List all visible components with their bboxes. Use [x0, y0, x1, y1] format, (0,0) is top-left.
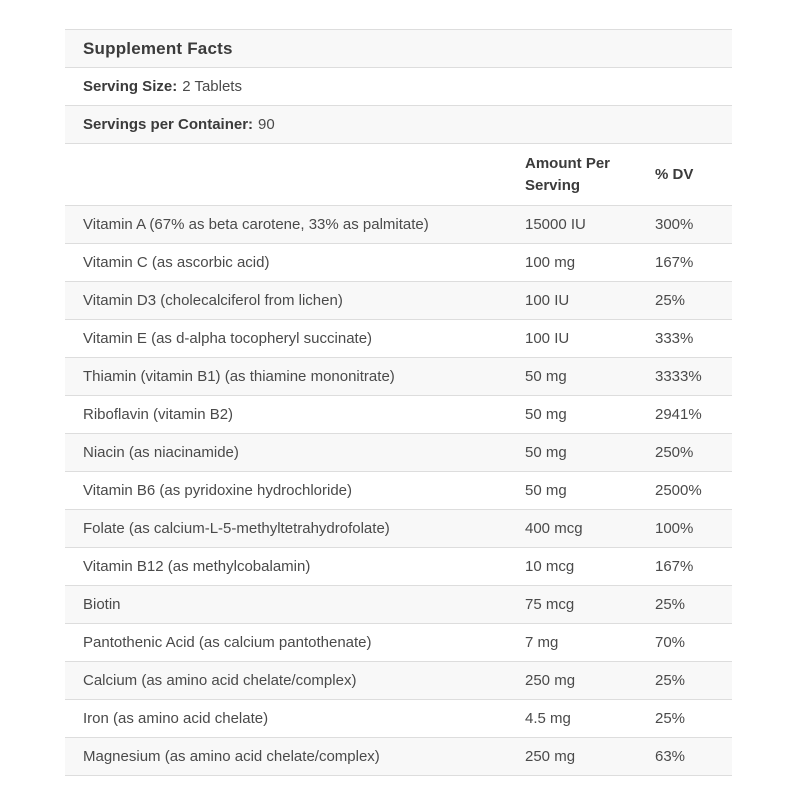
- nutrient-amount: 400 mcg: [525, 520, 583, 537]
- nutrient-name: Vitamin A (67% as beta carotene, 33% as palmitate): [83, 216, 429, 233]
- nutrient-name: Iron (as amino acid chelate): [83, 710, 269, 727]
- nutrient-amount: 50 mg: [525, 444, 567, 461]
- nutrient-dv: 100%: [655, 520, 694, 537]
- nutrient-row: [65, 510, 732, 548]
- nutrient-amount: 10 mcg: [525, 558, 575, 575]
- nutrient-name: Vitamin C (as ascorbic acid): [83, 254, 270, 271]
- nutrient-dv: 70%: [655, 634, 686, 651]
- nutrient-name: Niacin (as niacinamide): [83, 444, 239, 461]
- nutrient-row: [65, 662, 732, 700]
- nutrient-row: [65, 320, 732, 358]
- nutrient-name: Biotin: [83, 596, 121, 613]
- nutrient-row: [65, 434, 732, 472]
- nutrient-amount: 100 IU: [525, 330, 570, 347]
- nutrient-name: Riboflavin (vitamin B2): [83, 406, 234, 423]
- nutrient-amount: 250 mg: [525, 672, 576, 689]
- serving-size-label: Serving Size:: [83, 78, 178, 95]
- nutrient-dv: 250%: [655, 444, 694, 461]
- nutrient-row: [65, 548, 732, 586]
- servings-per-container-label: Servings per Container:: [83, 116, 254, 133]
- nutrient-amount: 100 mg: [525, 254, 576, 271]
- nutrient-name: Vitamin D3 (cholecalciferol from lichen): [83, 292, 343, 309]
- nutrient-amount: 7 mg: [525, 634, 559, 651]
- nutrient-name: Magnesium (as amino acid chelate/complex): [83, 748, 380, 765]
- servings-per-container-row: [65, 106, 732, 144]
- nutrient-dv: 300%: [655, 216, 694, 233]
- nutrient-row: [65, 358, 732, 396]
- column-header-row: [65, 144, 732, 206]
- nutrient-row: [65, 396, 732, 434]
- nutrient-name: Calcium (as amino acid chelate/complex): [83, 672, 357, 689]
- nutrient-dv: 25%: [655, 672, 686, 689]
- nutrient-name: Thiamin (vitamin B1) (as thiamine mononitrate): [83, 368, 395, 385]
- nutrient-row: [65, 700, 732, 738]
- nutrient-dv: 2500%: [655, 482, 702, 499]
- nutrient-row: [65, 586, 732, 624]
- nutrient-dv: 25%: [655, 292, 686, 309]
- nutrient-amount: 50 mg: [525, 406, 567, 423]
- nutrient-dv: 167%: [655, 558, 694, 575]
- nutrient-dv: 333%: [655, 330, 694, 347]
- nutrient-name: Vitamin B6 (as pyridoxine hydrochloride): [83, 482, 353, 499]
- supplement-facts-table: [65, 29, 732, 776]
- nutrient-name: Vitamin E (as d-alpha tocopheryl succinate): [83, 330, 373, 347]
- nutrient-row: [65, 244, 732, 282]
- nutrient-row: [65, 206, 732, 244]
- nutrient-row: [65, 472, 732, 510]
- nutrient-dv: 3333%: [655, 368, 702, 385]
- nutrient-amount: 15000 IU: [525, 216, 586, 233]
- nutrient-name: Pantothenic Acid (as calcium pantothenate): [83, 634, 372, 651]
- table-title-row: [65, 30, 732, 68]
- nutrient-amount: 75 mcg: [525, 596, 575, 613]
- nutrient-amount: 4.5 mg: [525, 710, 571, 727]
- nutrient-dv: 25%: [655, 596, 686, 613]
- nutrient-amount: 50 mg: [525, 368, 567, 385]
- nutrient-amount: 100 IU: [525, 292, 570, 309]
- servings-per-container-value: 90: [258, 116, 275, 133]
- nutrient-row: [65, 624, 732, 662]
- nutrient-name: Vitamin B12 (as methylcobalamin): [83, 558, 311, 575]
- nutrient-dv: 63%: [655, 748, 686, 765]
- nutrient-dv: 167%: [655, 254, 694, 271]
- nutrient-dv: 2941%: [655, 406, 702, 423]
- serving-size-value: 2 Tablets: [182, 78, 242, 95]
- nutrient-amount: 50 mg: [525, 482, 567, 499]
- serving-size-row: [65, 68, 732, 106]
- nutrient-dv: 25%: [655, 710, 686, 727]
- column-header-amount: Amount Per Serving: [525, 154, 611, 194]
- nutrient-name: Folate (as calcium-L-5-methyltetrahydrofolate): [83, 520, 390, 537]
- nutrient-amount: 250 mg: [525, 748, 576, 765]
- column-header-dv: % DV: [655, 166, 694, 183]
- table-title: Supplement Facts: [83, 38, 233, 58]
- nutrient-row: [65, 738, 732, 776]
- nutrient-row: [65, 282, 732, 320]
